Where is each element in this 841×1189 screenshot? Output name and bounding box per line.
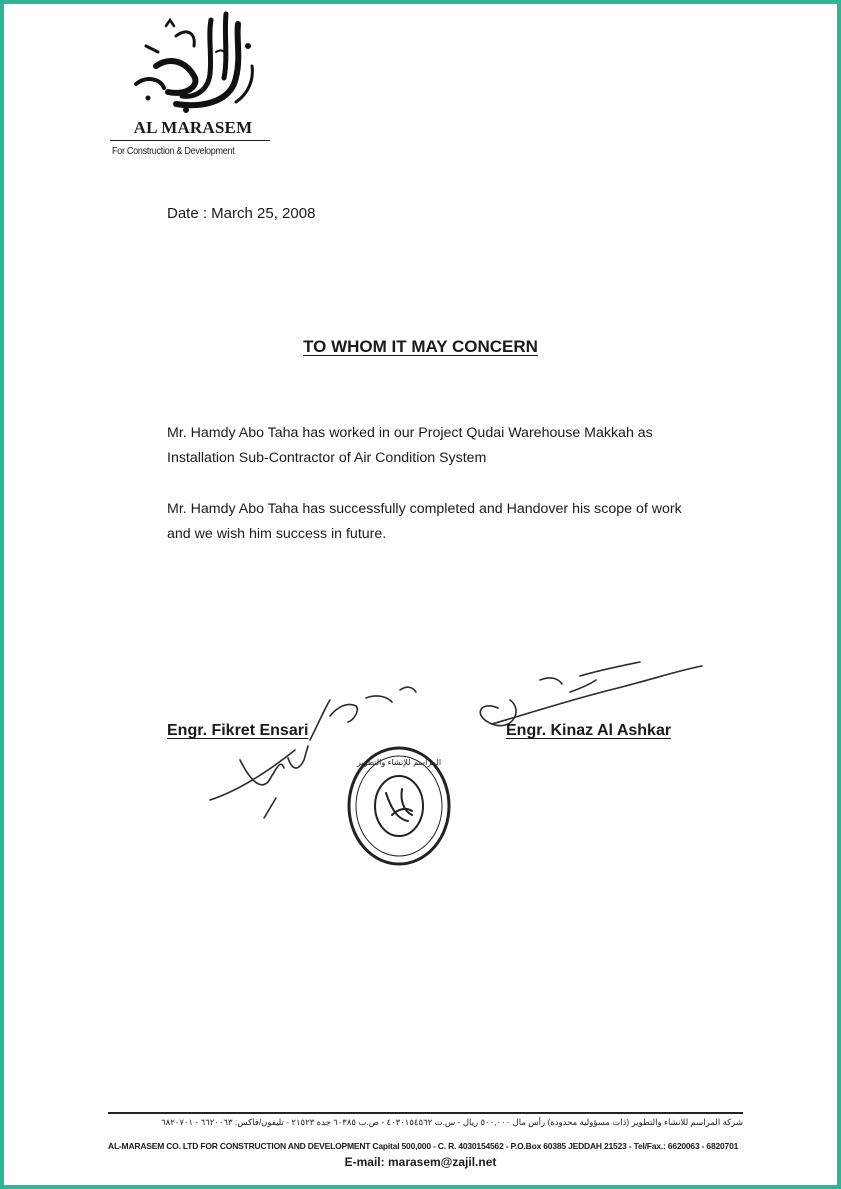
signatory-right-name: Engr. Kinaz Al Ashkar <box>506 722 672 739</box>
letter-heading: TO WHOM IT MAY CONCERN <box>303 337 538 356</box>
company-name: AL MARASEM <box>133 118 253 137</box>
signatory-left-name: Engr. Fikret Ensari <box>167 722 309 739</box>
footer-divider <box>108 1112 743 1114</box>
footer-english-line: AL-MARASEM CO. LTD FOR CONSTRUCTION AND DEVELOPMENT Capital 500,000 - C. R. 4030154562 - P.O.Box 60385 JEDDAH 21523 - Tel/Fax.: 6620063 - 6820701 <box>108 1141 739 1151</box>
footer-email <box>0 1155 841 1169</box>
letter-paragraph: Mr. Hamdy Abo Taha has worked in our Project Qudai Warehouse Makkah as Installation Sub-Contractor of Air Condition System <box>167 425 653 466</box>
logo-divider <box>110 140 270 141</box>
company-subtitle: For Construction & Development <box>112 146 235 157</box>
footer-email-address[interactable]: marasem@zajil.net <box>387 1155 497 1169</box>
company-seal-icon <box>346 745 452 867</box>
letter-date: Date : March 25, 2008 <box>167 205 316 222</box>
letterhead-logo <box>106 6 276 164</box>
letter-paragraph: Mr. Hamdy Abo Taha has successfully completed and Handover his scope of work and we wish him success in future. <box>167 501 682 542</box>
calligraphy-logo-icon <box>116 6 266 118</box>
footer-email-label: E-mail: <box>344 1155 385 1169</box>
footer-arabic-line: شركة المراسم للانشاء والتطوير (ذات مسؤولية محدودة) رأس مال ٥٠٠,٠٠٠ ريال - س.ت ٤٠٣٠١٥٤٥٦٢ - ص.ب ٦٠٣٨٥ جدة ٢١٥٢٣ - تليفون/فاكس: ٦٦٢٠٠٦٣ - ٦٨٢٠٧٠١ <box>161 1117 743 1127</box>
seal-text: المراسم للإنشاء والتطوير <box>356 758 442 767</box>
